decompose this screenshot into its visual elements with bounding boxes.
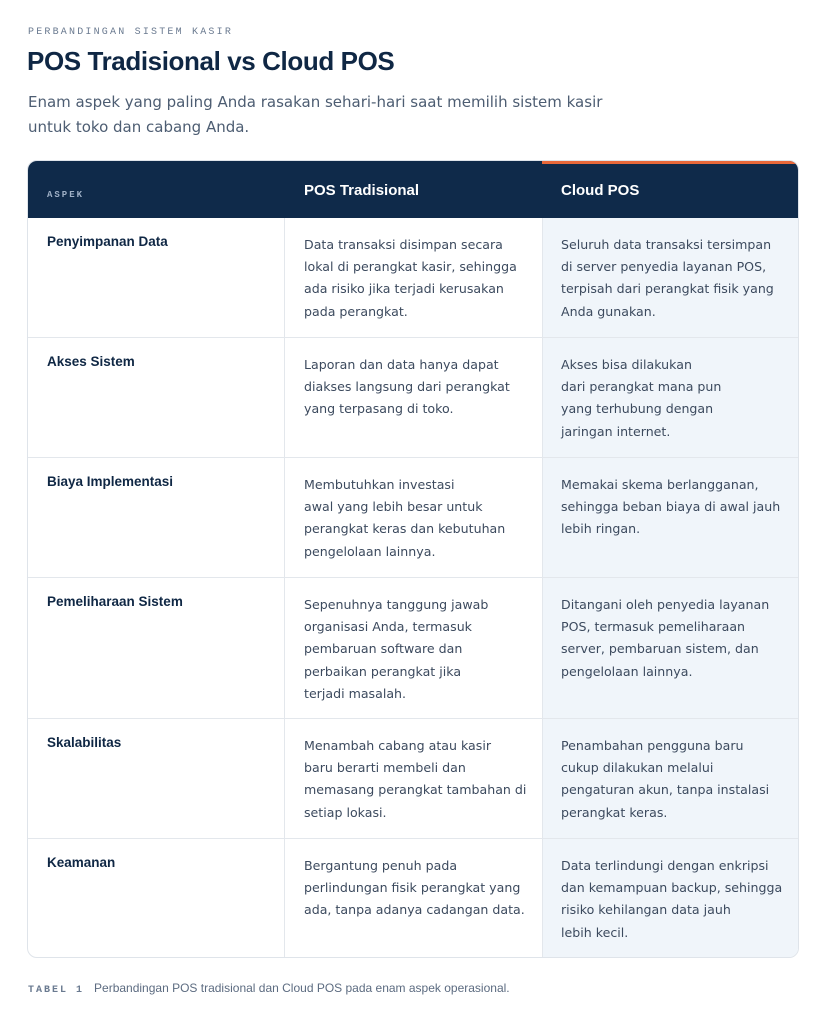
table-caption xyxy=(28,981,510,996)
cell-line: Data transaksi disimpan secara xyxy=(304,237,503,252)
cell-line: risiko kehilangan data jauh xyxy=(561,902,731,918)
cell-line: yang terhubung dengan xyxy=(561,401,714,417)
table-row xyxy=(28,839,798,958)
cell-line: Menambah cabang atau kasir xyxy=(304,738,491,753)
cell-line: jaringan internet. xyxy=(561,423,671,439)
cell-line: perangkat keras dan kebutuhan xyxy=(304,521,506,537)
cell-line: lebih ringan. xyxy=(561,521,641,537)
cell-line: sehingga beban biaya di awal jauh xyxy=(561,499,781,515)
cell-line: perlindungan fisik perangkat yang xyxy=(304,880,521,896)
cell-line: perbaikan perangkat jika xyxy=(304,663,462,679)
cell-line: baru berarti membeli dan xyxy=(304,760,466,776)
cell-line: organisasi Anda, termasuk xyxy=(304,619,472,635)
comparison-table xyxy=(27,160,799,958)
table-row xyxy=(28,458,798,578)
cell-line: terpisah dari perangkat fisik yang xyxy=(561,281,774,297)
table-row xyxy=(28,578,798,719)
cell-traditional xyxy=(304,354,530,421)
cell-cloud xyxy=(561,735,787,824)
page-subtitle: Enam aspek yang paling Anda rasakan sehari-hari saat memilih sistem kasir untuk toko dan cabang Anda. xyxy=(28,93,603,136)
row-aspect: Biaya Implementasi xyxy=(47,474,174,489)
cell-traditional xyxy=(304,855,530,922)
eyebrow-label: PERBANDINGAN SISTEM KASIR xyxy=(28,27,234,38)
row-aspect: Skalabilitas xyxy=(47,735,122,750)
cell-line: memasang perangkat tambahan di xyxy=(304,782,527,798)
cell-traditional xyxy=(304,735,530,824)
table-row xyxy=(28,338,798,458)
cell-line: lokal di perangkat kasir, sehingga xyxy=(304,259,517,275)
cell-line: Membutuhkan investasi xyxy=(304,477,455,492)
cell-line: Akses bisa dilakukan xyxy=(561,357,692,372)
cell-cloud xyxy=(561,234,787,323)
header-aspect: ASPEK xyxy=(47,190,85,200)
cell-line: pembaruan software dan xyxy=(304,641,463,657)
cell-traditional xyxy=(304,594,530,705)
cell-line: pengelolaan lainnya. xyxy=(304,543,436,559)
cell-line: Data terlindungi dengan enkripsi xyxy=(561,858,769,873)
cell-line: yang terpasang di toko. xyxy=(304,401,454,417)
cell-cloud xyxy=(561,855,787,944)
cell-cloud xyxy=(561,594,787,683)
cell-line: Memakai skema berlangganan, xyxy=(561,477,759,492)
cell-line: Sepenuhnya tanggung jawab xyxy=(304,597,489,612)
cell-line: dan kemampuan backup, sehingga xyxy=(561,880,783,896)
cell-line: di server penyedia layanan POS, xyxy=(561,259,767,275)
cell-line: awal yang lebih besar untuk xyxy=(304,499,483,515)
header-cloud: Cloud POS xyxy=(561,182,640,199)
cell-line: pada perangkat. xyxy=(304,303,408,319)
cell-line: ada risiko jika terjadi kerusakan xyxy=(304,281,504,297)
cell-line: diakses langsung dari perangkat xyxy=(304,379,510,395)
cell-line: pengaturan akun, tanpa instalasi xyxy=(561,782,770,798)
cell-line: pengelolaan lainnya. xyxy=(561,663,693,679)
cell-line: setiap lokasi. xyxy=(304,804,387,820)
cell-line: lebih kecil. xyxy=(561,924,629,940)
cell-line: Ditangani oleh penyedia layanan xyxy=(561,597,770,612)
cell-line: Laporan dan data hanya dapat xyxy=(304,357,499,372)
cell-line: cukup dilakukan melalui xyxy=(561,760,714,776)
cell-line: Anda gunakan. xyxy=(561,303,656,319)
cell-line: Penambahan pengguna baru xyxy=(561,738,744,753)
cloud-column-accent xyxy=(542,161,799,164)
row-aspect: Keamanan xyxy=(47,855,116,870)
cell-cloud xyxy=(561,474,787,541)
header-traditional: POS Tradisional xyxy=(304,182,420,199)
cell-line: Seluruh data transaksi tersimpan xyxy=(561,237,772,252)
caption-label: TABEL 1 xyxy=(28,985,85,996)
cell-line: Bergantung penuh pada xyxy=(304,858,458,873)
cell-line: dari perangkat mana pun xyxy=(561,379,722,395)
cell-line: terjadi masalah. xyxy=(304,685,407,701)
cell-line: POS, termasuk pemeliharaan xyxy=(561,619,746,635)
cell-line: ada, tanpa adanya cadangan data. xyxy=(304,902,525,918)
row-aspect: Penyimpanan Data xyxy=(47,234,168,249)
cell-traditional xyxy=(304,474,530,563)
table-row xyxy=(28,218,798,338)
table-header xyxy=(28,161,798,218)
cell-line: server, pembaruan sistem, dan xyxy=(561,641,759,657)
cell-traditional xyxy=(304,234,530,323)
table-row xyxy=(28,719,798,839)
cell-cloud xyxy=(561,354,787,443)
row-aspect: Akses Sistem xyxy=(47,354,135,369)
cell-line: perangkat keras. xyxy=(561,804,668,820)
caption-text: Perbandingan POS tradisional dan Cloud POS pada enam aspek operasional. xyxy=(94,981,510,995)
page-title: POS Tradisional vs Cloud POS xyxy=(27,46,395,76)
row-aspect: Pemeliharaan Sistem xyxy=(47,594,183,609)
